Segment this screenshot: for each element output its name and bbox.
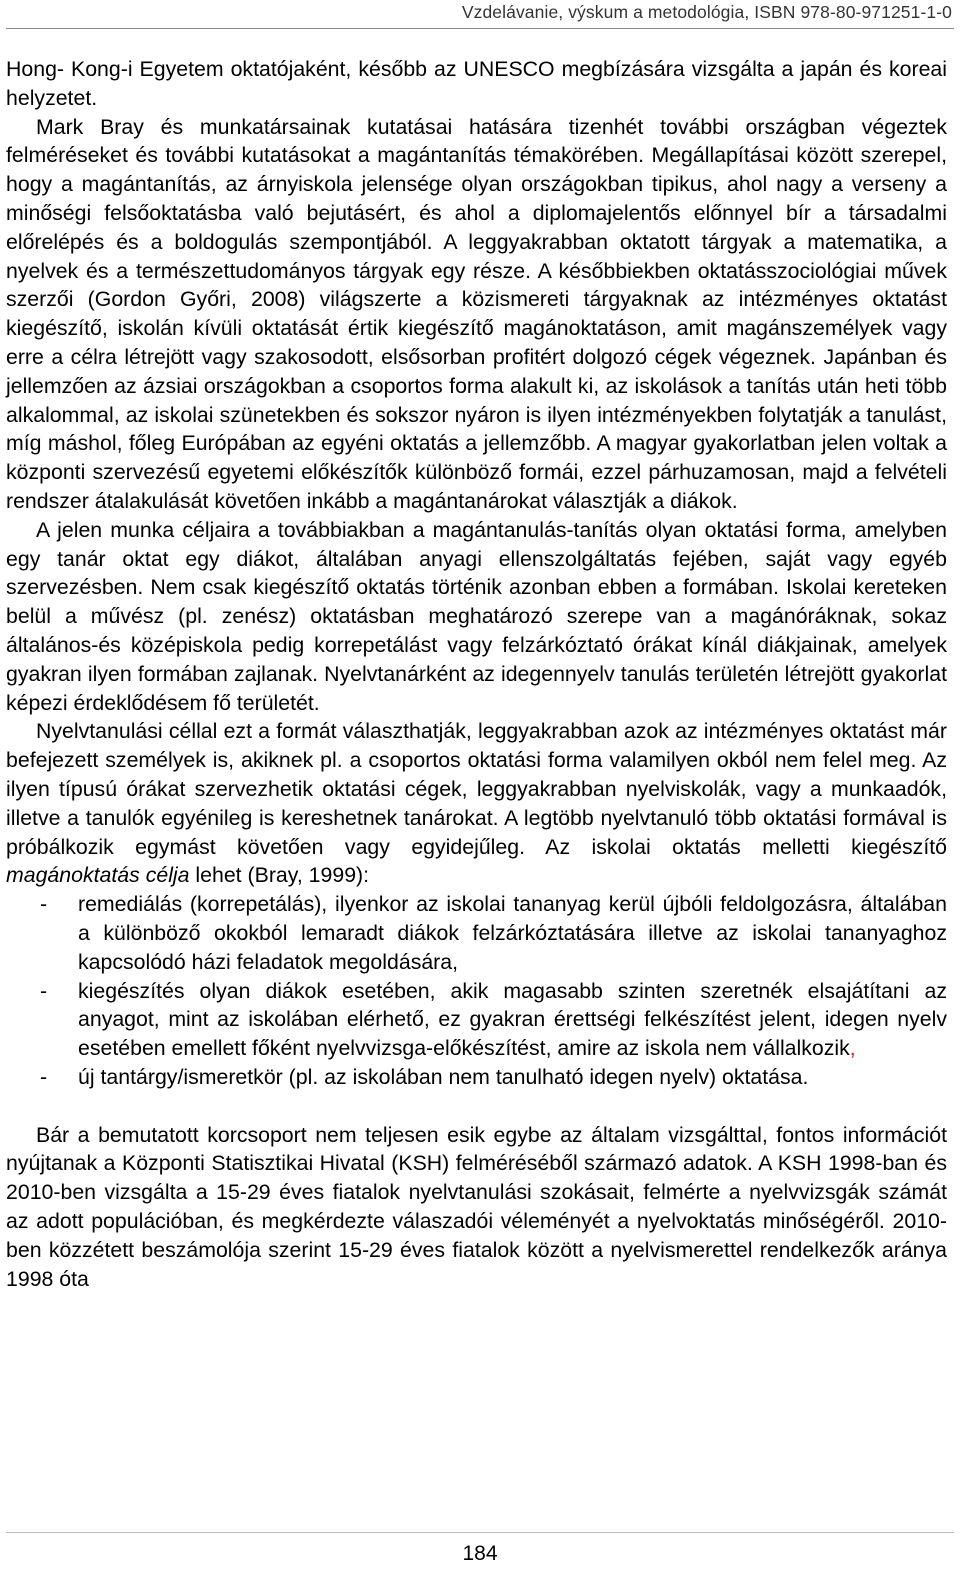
list-item (6, 890, 947, 976)
paragraph-5: Bár a bemutatott korcsoport nem teljesen esik egybe az általam vizsgálttal, fontos információt nyújtanak a Központi Statisztikai Hivatal (KSH) felméréséből származó adatok. A KSH 1998-ban és 2010-ben vizsgálta a 15-29 éves fiatalok nyelvtanulási szokásait, felmérte a nyelvvizsgák számát az adott populációban, és megkérdezte válaszadói véleményét a nyelvoktatás minőségéről. 2010-ben közzétett beszámolója szerint 15-29 éves fiatalok között a nyelvismerettel rendelkezők aránya 1998 óta (6, 1122, 947, 1291)
paragraph-gap (6, 1092, 947, 1121)
page-number: 184 (462, 1542, 498, 1565)
list-item-text: remediálás (korrepetálás), ilyenkor az iskolai tananyag kerül újbóli feldolgozásra, általában a különböző okokból lemaradt diákok felzárkóztatására illetve az iskolai tananyaghoz kapcsolódó házi feladatok megoldására, (78, 892, 947, 974)
paragraph-2: Mark Bray és munkatársainak kutatásai hatására tizenhét további országban végeztek felméréseket és további kutatásokat a magántanítás témakörében. Megállapításai között szerepel, hogy a magántanítás, az árnyiskola jelensége olyan országokban tipikus, ahol nagy a verseny a minőségi felsőoktatásba való bejutásért, és ahol a diplomajelentős előnnyel bír a társadalmi előrelépés és a boldogulás szempontjából. A leggyakrabban oktatott tárgyak a matematika, a nyelvek és a természettudományos tárgyak egy része. A későbbiekben oktatásszociológiai művek szerzői (Gordon Győri, 2008) világszerte a közismereti tárgyaknak az intézményes oktatást kiegészítő, iskolán kívüli oktatását értik kiegészítő magánoktatáson, amit magánszemélyek vagy erre a célra létrejött vagy szakosodott, elsősorban profitért dolgozó cégek végeznek. Japánban és jellemzően az ázsiai országokban a csoportos forma alakult ki, az iskolások a tanítás után heti több alkalommal, az iskolai szünetekben és sokszor nyáron is ilyen intézményekben folytatják a tanulást, míg máshol, főleg Európában az egyéni oktatás a jellemzőbb. A magyar gyakorlatban jelen voltak a központi szervezésű egyetemi előkészítők különböző formái, ezzel párhuzamosan, majd a felvételi rendszer átalakulását követően inkább a magántanárokat választják a diákok. (6, 114, 947, 513)
paragraph-4-text: Nyelvtanulási céllal ezt a formát választhatják, leggyakrabban azok az intézményes oktatást már befejezett személyek is, akiknek pl. a csoportos oktatási forma valamilyen okból nem felel meg. Az ilyen típusú órákat szervezhetik oktatási cégek, leggyakrabban nyelviskolák, vagy a munkaadók, illetve a tanulók egyénileg is kereshetnek tanárokat. A legtöbb nyelvtanuló több oktatási formával is próbálkozik egymást követően vagy egyidejűleg. Az iskolai oktatás melletti kiegészítő (6, 719, 947, 859)
paragraph-3: A jelen munka céljaira a továbbiakban a magántanulás-tanítás olyan oktatási forma, amelyben egy tanár oktat egy diákot, általában anyagi ellenszolgáltatás fejében, saját vagy egyéb szervezésben. Nem csak kiegészítő oktatás történik azonban ebben a formában. Iskolai kereteken belül a művész (pl. zenész) oktatásban meghatározó szerepe van a magánóráknak, sokaz általános-és középiskola pedig korrepetálást vagy felzárkóztató órákat kínál diákjainak, amelyek gyakran ilyen formában zajlanak. Nyelvtanárként az idegennyelv tanulás területén létrejött gyakorlat képezi érdeklődésem fő területét. (6, 517, 947, 715)
paragraph-4 (6, 717, 947, 890)
paragraph-4-end: lehet (Bray, 1999): (195, 863, 370, 888)
list-dash: - (40, 978, 48, 1003)
header-divider (6, 28, 954, 29)
list-item (6, 977, 947, 1063)
list-dash: - (40, 1064, 48, 1089)
list-dash: - (40, 892, 48, 917)
document-body (6, 55, 947, 1293)
list-item (6, 1063, 947, 1092)
paragraph-1: Hong- Kong-i Egyetem oktatójaként, később az UNESCO megbízására vizsgálta a japán és koreai helyzetet. (6, 57, 947, 110)
running-header: Vzdelávanie, výskum a metodológia, ISBN 978-80-971251-1-0 (461, 2, 952, 22)
red-comma: , (849, 1036, 856, 1061)
purpose-list (6, 890, 947, 1092)
footer-divider (6, 1532, 954, 1533)
list-item-text: új tantárgy/ismeretkör (pl. az iskolában nem tanulható idegen nyelv) oktatása. (78, 1064, 809, 1089)
emphasis-term: magánoktatás célja (6, 863, 190, 888)
list-item-text: kiegészítés olyan diákok esetében, akik magasabb szinten szeretnék elsajátítani az anyagot, mint az iskolában elérhető, ez gyakran érettségi felkészítést jelent, idegen nyelv esetében emellett főként nyelvvizsga-előkészítést, amire az iskola nem vállalkozik, (78, 978, 947, 1061)
